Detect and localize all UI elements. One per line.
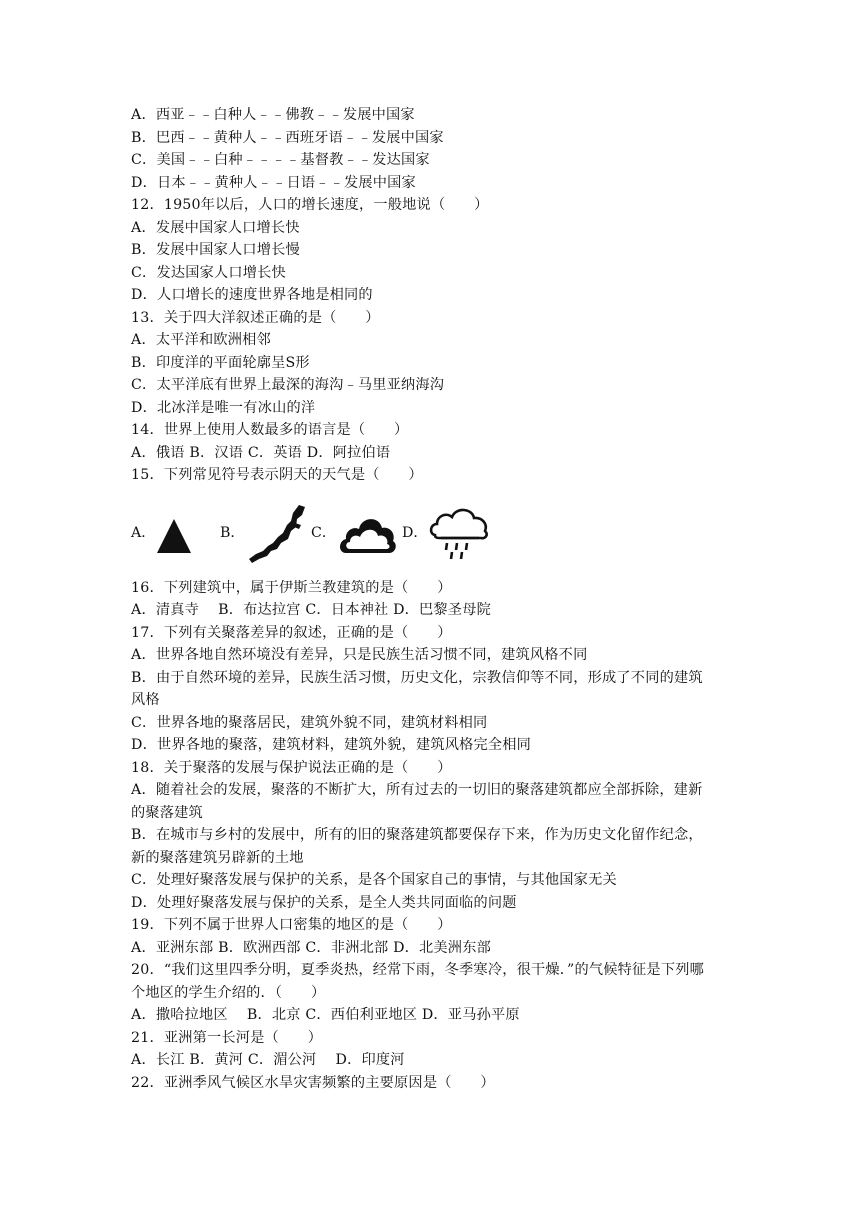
text-line: A．世界各地自然环境没有差异，只是民族生活习惯不同，建筑风格不同: [131, 647, 588, 663]
question-21: 21．亚洲第一长河是（ ）: [131, 1030, 323, 1046]
question-14: 14．世界上使用人数最多的语言是（ ）: [131, 422, 409, 438]
text-line: C．美国﹣﹣白种﹣﹣﹣﹣基督教﹣﹣发达国家: [131, 152, 430, 168]
text-line: A．太平洋和欧洲相邻: [131, 332, 271, 348]
text-line: D．世界各地的聚落，建筑材料，建筑外貌，建筑风格完全相同: [131, 737, 532, 753]
text-line: B．印度洋的平面轮廓呈S形: [131, 355, 310, 371]
question-19: 19．下列不属于世界人口密集的地区的是（ ）: [131, 917, 452, 933]
text-line: D．北冰洋是唯一有冰山的洋: [131, 400, 316, 416]
text-line: C．发达国家人口增长快: [131, 265, 286, 281]
branch-icon: [247, 503, 309, 569]
text-line: A．随着社会的发展，聚落的不断扩大，所有过去的一切旧的聚落建筑都应全部拆除，建新: [131, 782, 703, 798]
text-line: D．人口增长的速度世界各地是相同的: [131, 287, 373, 303]
text-line: A．亚洲东部 B．欧洲西部 C．非洲北部 D．北美洲东部: [131, 940, 491, 956]
question-18: 18．关于聚落的发展与保护说法正确的是（ ）: [131, 760, 452, 776]
text-line: A．西亚﹣﹣白种人﹣﹣佛教﹣﹣发展中国家: [131, 107, 415, 123]
text-line: 风格: [131, 692, 160, 708]
text-line: 的聚落建筑: [131, 805, 203, 821]
rain-cloud-icon: [427, 505, 491, 567]
question-22: 22．亚洲季风气候区水旱灾害频繁的主要原因是（ ）: [131, 1075, 495, 1091]
text-line: 新的聚落建筑另辟新的土地: [131, 850, 304, 866]
question-12: 12．1950年以后，人口的增长速度，一般地说（ ）: [131, 197, 489, 213]
text-line: A．长江 B．黄河 C．湄公河 D．印度河: [131, 1052, 405, 1068]
question-15: 15．下列常见符号表示阴天的天气是（ ）: [131, 467, 423, 483]
weather-symbol-options: [131, 501, 511, 567]
question-17: 17．下列有关聚落差异的叙述，正确的是（ ）: [131, 625, 452, 641]
text-line: B．由于自然环境的差异，民族生活习惯，历史文化，宗教信仰等不同，形成了不同的建筑: [131, 670, 703, 686]
text-line: B．在城市与乡村的发展中，所有的旧的聚落建筑都要保存下来，作为历史文化留作纪念，: [131, 827, 703, 843]
option-d-label: D．: [402, 525, 428, 541]
question-16: 16．下列建筑中，属于伊斯兰教建筑的是（ ）: [131, 580, 452, 596]
text-line: A．撒哈拉地区 B．北京 C．西伯利亚地区 D．亚马孙平原: [131, 1007, 520, 1023]
question-13: 13．关于四大洋叙述正确的是（ ）: [131, 310, 380, 326]
text-line: C．世界各地的聚落居民，建筑外貌不同，建筑材料相同: [131, 715, 488, 731]
text-line: D．日本﹣﹣黄种人﹣﹣日语﹣﹣发展中国家: [131, 175, 416, 191]
triangle-icon: [155, 517, 193, 559]
text-line: C．太平洋底有世界上最深的海沟﹣马里亚纳海沟: [131, 377, 445, 393]
option-a-label: A．: [131, 525, 156, 541]
text-line: B．巴西﹣﹣黄种人﹣﹣西班牙语﹣﹣发展中国家: [131, 130, 444, 146]
text-line: B．发展中国家人口增长慢: [131, 242, 300, 258]
text-line: A．俄语 B．汉语 C．英语 D．阿拉伯语: [131, 445, 391, 461]
text-line: 个地区的学生介绍的．（ ）: [131, 985, 326, 1001]
text-line: C．处理好聚落发展与保护的关系，是各个国家自己的事情，与其他国家无关: [131, 872, 617, 888]
question-20: 20．“我们这里四季分明，夏季炎热，经常下雨，冬季寒冷，很干燥．”的气候特征是下列哪: [131, 962, 704, 978]
option-b-label: B．: [220, 525, 245, 541]
text-line: A．清真寺 B．布达拉宫 C．日本神社 D．巴黎圣母院: [131, 602, 491, 618]
text-line: A．发展中国家人口增长快: [131, 220, 300, 236]
text-line: D．处理好聚落发展与保护的关系，是全人类共同面临的问题: [131, 895, 517, 911]
cloud-icon: [336, 509, 398, 563]
option-c-label: C．: [311, 525, 337, 541]
